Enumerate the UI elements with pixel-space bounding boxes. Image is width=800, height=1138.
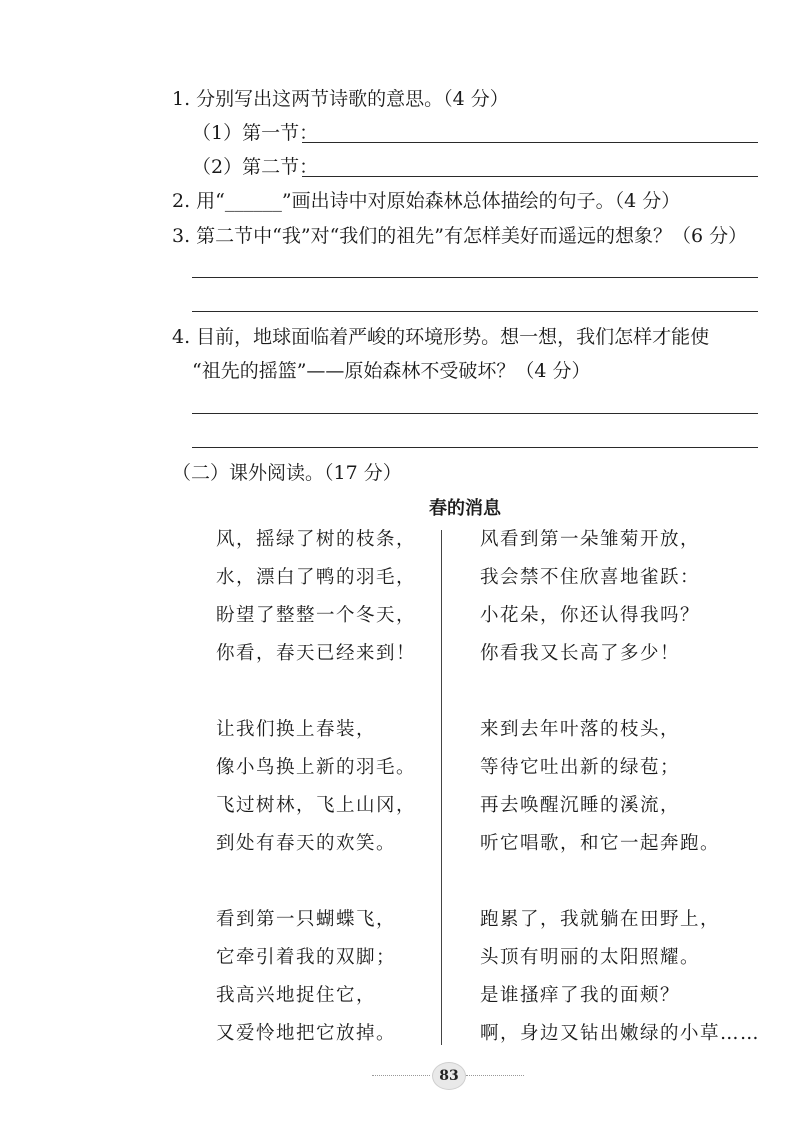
poem-line: 它牵引着我的双脚； xyxy=(216,947,397,968)
section-heading: （二）课外阅读。（17 分） xyxy=(172,462,402,484)
poem-line: 像小鸟换上新的羽毛。 xyxy=(216,757,417,778)
poem-line: 水，漂白了鸭的羽毛， xyxy=(216,567,417,588)
footer-dots-left xyxy=(372,1075,430,1076)
poem-line: 你看我又长高了多少！ xyxy=(480,643,681,664)
poem-line: 你看，春天已经来到！ xyxy=(216,643,417,664)
question-1-part-1-label: （1）第一节： xyxy=(192,122,319,144)
question-3: 3. 第二节中“我”对“我们的祖先”有怎样美好而遥远的想象？（6 分） xyxy=(172,225,748,247)
poem-line: 到处有春天的欢笑。 xyxy=(216,833,397,854)
question-1-part-2-label: （2）第二节： xyxy=(192,156,319,178)
footer-dots-right xyxy=(466,1075,524,1076)
poem-line: 啊，身边又钻出嫩绿的小草…… xyxy=(480,1023,761,1044)
poem-line: 风，摇绿了树的枝条， xyxy=(216,529,417,550)
answer-line[interactable] xyxy=(192,311,758,312)
answer-line[interactable] xyxy=(302,176,758,177)
column-divider xyxy=(441,530,442,1045)
question-1: 1. 分别写出这两节诗歌的意思。（4 分） xyxy=(172,88,509,110)
poem-line: 听它唱歌，和它一起奔跑。 xyxy=(480,833,721,854)
poem-line: 来到去年叶落的枝头， xyxy=(480,719,681,740)
poem-line: 再去唤醒沉睡的溪流， xyxy=(480,795,681,816)
poem-line: 是谁搔痒了我的面颊？ xyxy=(480,985,681,1006)
question-4-line-1: 4. 目前，地球面临着严峻的环境形势。想一想，我们怎样才能使 xyxy=(172,326,710,348)
poem-line: 等待它吐出新的绿苞； xyxy=(480,757,681,778)
poem-line: 让我们换上春装， xyxy=(216,719,377,740)
question-2: 2. 用“______”画出诗中对原始森林总体描绘的句子。（4 分） xyxy=(172,190,681,212)
poem-line: 看到第一只蝴蝶飞， xyxy=(216,909,397,930)
poem-title: 春的消息 xyxy=(429,498,501,519)
answer-line[interactable] xyxy=(302,142,758,143)
poem-line: 又爱怜地把它放掉。 xyxy=(216,1023,397,1044)
poem-line: 头顶有明丽的太阳照耀。 xyxy=(480,947,701,968)
poem-line: 风看到第一朵雏菊开放， xyxy=(480,529,701,550)
question-4-line-2: “祖先的摇篮”——原始森林不受破坏？（4 分） xyxy=(192,360,591,382)
answer-line[interactable] xyxy=(192,447,758,448)
poem-line: 跑累了，我就躺在田野上， xyxy=(480,909,721,930)
poem-line: 盼望了整整一个冬天， xyxy=(216,605,417,626)
poem-line: 小花朵，你还认得我吗？ xyxy=(480,605,701,626)
poem-line: 我会禁不住欣喜地雀跃： xyxy=(480,567,701,588)
page-number: 83 xyxy=(432,1062,466,1090)
answer-line[interactable] xyxy=(192,413,758,414)
poem-line: 飞过树林，飞上山冈， xyxy=(216,795,417,816)
answer-line[interactable] xyxy=(192,277,758,278)
poem-line: 我高兴地捉住它， xyxy=(216,985,377,1006)
